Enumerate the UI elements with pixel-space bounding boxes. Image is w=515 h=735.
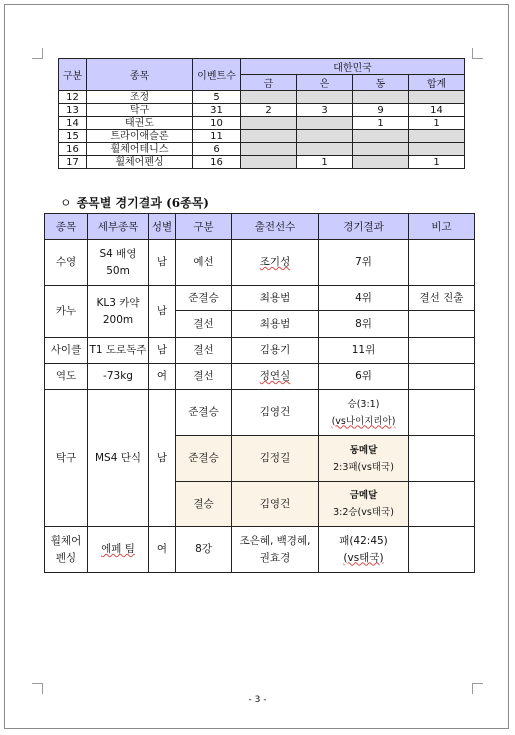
cell-sport: 태권도 xyxy=(87,117,193,130)
event-text: 에페 팀 xyxy=(101,543,135,555)
cell-note xyxy=(409,338,475,364)
header-country: 대한민국 xyxy=(241,59,465,75)
cell-total: 1 xyxy=(409,117,465,130)
result-line-1: 승(3:1) xyxy=(347,398,380,410)
cell-total: 1 xyxy=(409,156,465,169)
cell-gold xyxy=(241,156,297,169)
header-sport: 종목 xyxy=(45,214,88,240)
cell-round: 결승 xyxy=(176,482,232,527)
cell-sport: 조정 xyxy=(87,91,193,104)
cell-event xyxy=(88,240,149,286)
header-athlete: 출전선수 xyxy=(232,214,319,240)
cell-event: -73kg xyxy=(88,364,149,390)
cell-athlete xyxy=(232,240,319,286)
table-row xyxy=(45,286,475,311)
header-sport: 종목 xyxy=(87,59,193,91)
cell-round: 준결승 xyxy=(176,286,232,311)
table-row xyxy=(59,130,465,143)
athlete-name: 정연실 xyxy=(259,370,291,382)
cell-round: 결선 xyxy=(176,338,232,364)
cell-sport: 카누 xyxy=(45,286,88,338)
cell-events: 6 xyxy=(193,143,241,156)
cell-gender: 남 xyxy=(149,390,176,527)
header-note: 비고 xyxy=(409,214,475,240)
table-row xyxy=(45,364,475,390)
cell-gold: 2 xyxy=(241,104,297,117)
cell-total: 14 xyxy=(409,104,465,117)
cell-result xyxy=(319,436,409,482)
cell-no: 12 xyxy=(59,91,87,104)
cell-gold xyxy=(241,117,297,130)
header-gold: 금 xyxy=(241,75,297,91)
cell-gold xyxy=(241,130,297,143)
header-event: 세부종목 xyxy=(88,214,149,240)
athlete-line-1: 조은혜, 백경혜, xyxy=(239,534,311,547)
cell-athlete: 김용기 xyxy=(232,338,319,364)
cell-sport: 탁구 xyxy=(45,390,88,527)
table-row xyxy=(59,156,465,169)
cell-round: 준결승 xyxy=(176,390,232,436)
cell-round: 결선 xyxy=(176,311,232,338)
medal-summary-table xyxy=(58,58,465,169)
results-table xyxy=(44,213,475,573)
cell-silver xyxy=(297,130,353,143)
header-events: 이벤트수 xyxy=(193,59,241,91)
event-line-1: S4 배영 xyxy=(99,247,137,260)
sport-line-1: 휠체어 xyxy=(50,534,82,547)
event-line-1: KL3 카약 xyxy=(96,296,140,309)
cell-no: 15 xyxy=(59,130,87,143)
table-row xyxy=(59,117,465,130)
cell-sport: 사이클 xyxy=(45,338,88,364)
cell-result xyxy=(319,390,409,436)
cell-event: T1 도로독주 xyxy=(88,338,149,364)
result-line-2: 2:3패(vs태국) xyxy=(333,461,394,473)
cell-note xyxy=(409,482,475,527)
cell-result: 8위 xyxy=(319,311,409,338)
cell-result xyxy=(319,482,409,527)
cell-bronze: 9 xyxy=(353,104,409,117)
cell-sport: 휠체어펜싱 xyxy=(87,156,193,169)
header-gender: 성별 xyxy=(149,214,176,240)
cell-sport: 탁구 xyxy=(87,104,193,117)
table-row xyxy=(59,104,465,117)
cell-round: 예선 xyxy=(176,240,232,286)
cell-no: 16 xyxy=(59,143,87,156)
cell-bronze xyxy=(353,91,409,104)
cell-events: 16 xyxy=(193,156,241,169)
athlete-line-2: 권효경 xyxy=(259,551,291,564)
cell-gender: 남 xyxy=(149,240,176,286)
table-row xyxy=(45,240,475,286)
cell-sport: 휠체어테니스 xyxy=(87,143,193,156)
cell-silver xyxy=(297,143,353,156)
cell-note xyxy=(409,436,475,482)
header-round: 구분 xyxy=(176,214,232,240)
cell-event xyxy=(88,527,149,573)
cell-bronze xyxy=(353,143,409,156)
cell-no: 13 xyxy=(59,104,87,117)
cell-gender: 여 xyxy=(149,364,176,390)
result-line-2: (vs나이지리아) xyxy=(331,415,396,427)
cell-silver xyxy=(297,91,353,104)
cell-result: 6위 xyxy=(319,364,409,390)
event-line-2: 50m xyxy=(106,264,130,277)
page-number: - 3 - xyxy=(248,695,267,705)
cell-silver: 1 xyxy=(297,156,353,169)
cell-total xyxy=(409,130,465,143)
table-row xyxy=(45,527,475,573)
cell-bronze xyxy=(353,130,409,143)
cell-event: MS4 단식 xyxy=(88,390,149,527)
cell-events: 5 xyxy=(193,91,241,104)
cell-bronze xyxy=(353,156,409,169)
cell-no: 17 xyxy=(59,156,87,169)
cell-round: 결선 xyxy=(176,364,232,390)
table-row xyxy=(45,390,475,436)
cell-note xyxy=(409,390,475,436)
result-line-1: 패(42:45) xyxy=(339,534,388,547)
event-line-2: 200m xyxy=(102,313,134,326)
crop-mark-top-left xyxy=(32,48,43,59)
sport-line-2: 펜싱 xyxy=(55,551,77,564)
cell-result: 7위 xyxy=(319,240,409,286)
cell-note xyxy=(409,311,475,338)
cell-note xyxy=(409,240,475,286)
cell-athlete: 김영건 xyxy=(232,390,319,436)
cell-sport: 수영 xyxy=(45,240,88,286)
cell-sport xyxy=(45,527,88,573)
athlete-name: 조기성 xyxy=(259,256,291,268)
cell-total xyxy=(409,91,465,104)
cell-gold xyxy=(241,143,297,156)
crop-mark-top-right xyxy=(472,48,483,59)
section-bullet: ㅇ xyxy=(60,196,72,210)
cell-gender: 남 xyxy=(149,286,176,338)
cell-bronze: 1 xyxy=(353,117,409,130)
section-heading xyxy=(60,194,209,211)
crop-mark-bottom-right xyxy=(472,683,483,694)
results-header-row xyxy=(45,214,475,240)
cell-result: 4위 xyxy=(319,286,409,311)
header-bronze: 동 xyxy=(353,75,409,91)
header-no: 구분 xyxy=(59,59,87,91)
section-title-text: 종목별 경기결과 (6종목) xyxy=(76,196,209,210)
cell-silver xyxy=(297,117,353,130)
cell-events: 10 xyxy=(193,117,241,130)
cell-round: 8강 xyxy=(176,527,232,573)
cell-athlete: 김정길 xyxy=(232,436,319,482)
cell-no: 14 xyxy=(59,117,87,130)
cell-sport: 트라이애슬론 xyxy=(87,130,193,143)
cell-sport: 역도 xyxy=(45,364,88,390)
cell-athlete xyxy=(232,364,319,390)
cell-gender: 여 xyxy=(149,527,176,573)
cell-gold xyxy=(241,91,297,104)
cell-event xyxy=(88,286,149,338)
header-total: 합계 xyxy=(409,75,465,91)
result-line-1: 금메달 xyxy=(349,490,378,501)
cell-silver: 3 xyxy=(297,104,353,117)
table-row xyxy=(59,91,465,104)
cell-athlete xyxy=(232,527,319,573)
result-line-2: (vs태국) xyxy=(343,551,384,564)
cell-note xyxy=(409,527,475,573)
cell-note xyxy=(409,364,475,390)
cell-round: 준결승 xyxy=(176,436,232,482)
result-line-1: 동메달 xyxy=(349,444,378,456)
crop-mark-bottom-left xyxy=(32,683,43,694)
cell-result: 11위 xyxy=(319,338,409,364)
cell-events: 31 xyxy=(193,104,241,117)
cell-athlete: 최용범 xyxy=(232,311,319,338)
header-silver: 은 xyxy=(297,75,353,91)
table-row xyxy=(59,143,465,156)
cell-events: 11 xyxy=(193,130,241,143)
cell-athlete: 김영건 xyxy=(232,482,319,527)
cell-note: 결선 진출 xyxy=(409,286,475,311)
header-result: 경기결과 xyxy=(319,214,409,240)
table-row xyxy=(45,338,475,364)
cell-athlete: 최용범 xyxy=(232,286,319,311)
cell-result xyxy=(319,527,409,573)
cell-total xyxy=(409,143,465,156)
result-line-2: 3:2승(vs태국) xyxy=(333,507,394,518)
cell-gender: 남 xyxy=(149,338,176,364)
